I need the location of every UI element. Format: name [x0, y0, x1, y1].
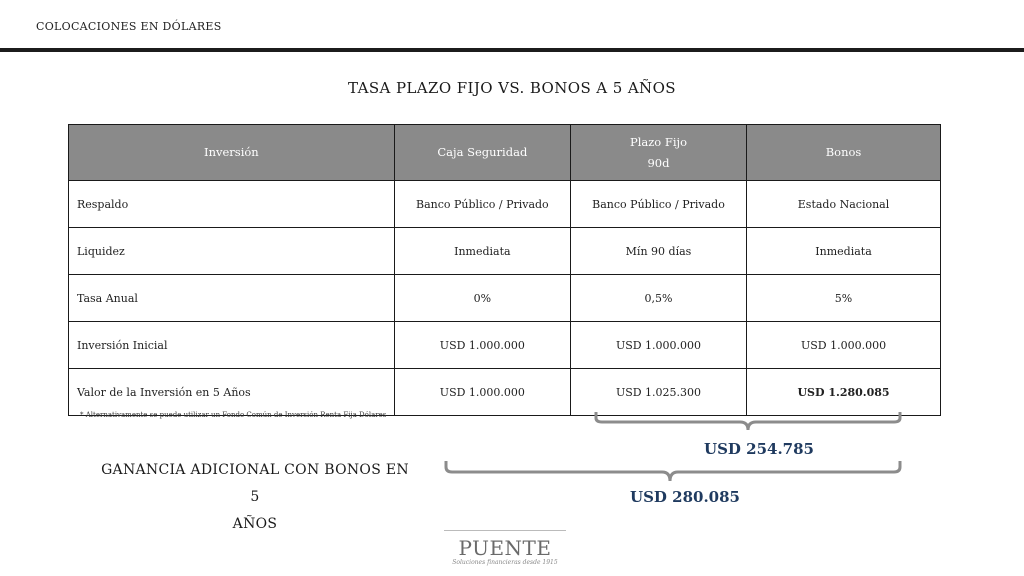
ganancia-line2: AÑOS — [232, 516, 278, 532]
table-row — [69, 228, 941, 275]
table-header-row — [69, 125, 941, 181]
ganancia-label — [100, 457, 410, 538]
cell: USD 1.000.000 — [394, 369, 570, 416]
puente-logo: PUENTE — [458, 536, 552, 560]
cell: 5% — [747, 275, 941, 322]
cell: 0% — [394, 275, 570, 322]
cell: USD 1.000.000 — [394, 322, 570, 369]
table-row — [69, 275, 941, 322]
header-plazo-fijo — [570, 125, 746, 181]
header-plazo-fijo-label: Plazo Fijo — [629, 134, 688, 149]
cell: Inmediata — [394, 228, 570, 275]
comparison-table — [68, 124, 941, 416]
amount-vs-caja: USD 280.085 — [630, 488, 740, 506]
header-bonos: Bonos — [747, 125, 941, 181]
row-label-valor-5-anos: Valor de la Inversión en 5 Años — [69, 369, 395, 416]
cell: 0,5% — [570, 275, 746, 322]
cell: Estado Nacional — [747, 181, 941, 228]
section-label: COLOCACIONES EN DÓLARES — [36, 20, 222, 33]
cell: Banco Público / Privado — [394, 181, 570, 228]
row-label-respaldo: Respaldo — [69, 181, 395, 228]
cell-bonos-valor-final: USD 1.280.085 — [747, 369, 941, 416]
cell: USD 1.025.300 — [570, 369, 746, 416]
header-divider — [0, 48, 1024, 52]
cell: Inmediata — [747, 228, 941, 275]
header-inversion: Inversión — [69, 125, 395, 181]
table-row — [69, 322, 941, 369]
header-plazo-fijo-sub: 90d — [647, 155, 670, 170]
brace-caja-bonos — [442, 459, 904, 483]
amount-vs-plazo-fijo: USD 254.785 — [704, 440, 814, 458]
brace-plazo-fijo-bonos — [592, 410, 904, 432]
table-row — [69, 369, 941, 416]
cell: Banco Público / Privado — [570, 181, 746, 228]
row-label-tasa-anual: Tasa Anual — [69, 275, 395, 322]
header-caja-seguridad: Caja Seguridad — [394, 125, 570, 181]
row-label-inversion-inicial: Inversión Inicial — [69, 322, 395, 369]
cell: Mín 90 días — [570, 228, 746, 275]
logo-divider — [444, 530, 566, 531]
logo-tagline: Soluciones financieras desde 1915 — [452, 559, 558, 566]
ganancia-line1: GANANCIA ADICIONAL CON BONOS EN 5 — [101, 462, 409, 505]
slide-title: TASA PLAZO FIJO VS. BONOS A 5 AÑOS — [348, 79, 676, 97]
table-row — [69, 181, 941, 228]
footnote: * Alternativamente se puede utilizar un Fondo Común de Inversión Renta Fija Dólares — [80, 411, 387, 419]
cell: USD 1.000.000 — [570, 322, 746, 369]
cell: USD 1.000.000 — [747, 322, 941, 369]
row-label-liquidez: Liquidez — [69, 228, 395, 275]
